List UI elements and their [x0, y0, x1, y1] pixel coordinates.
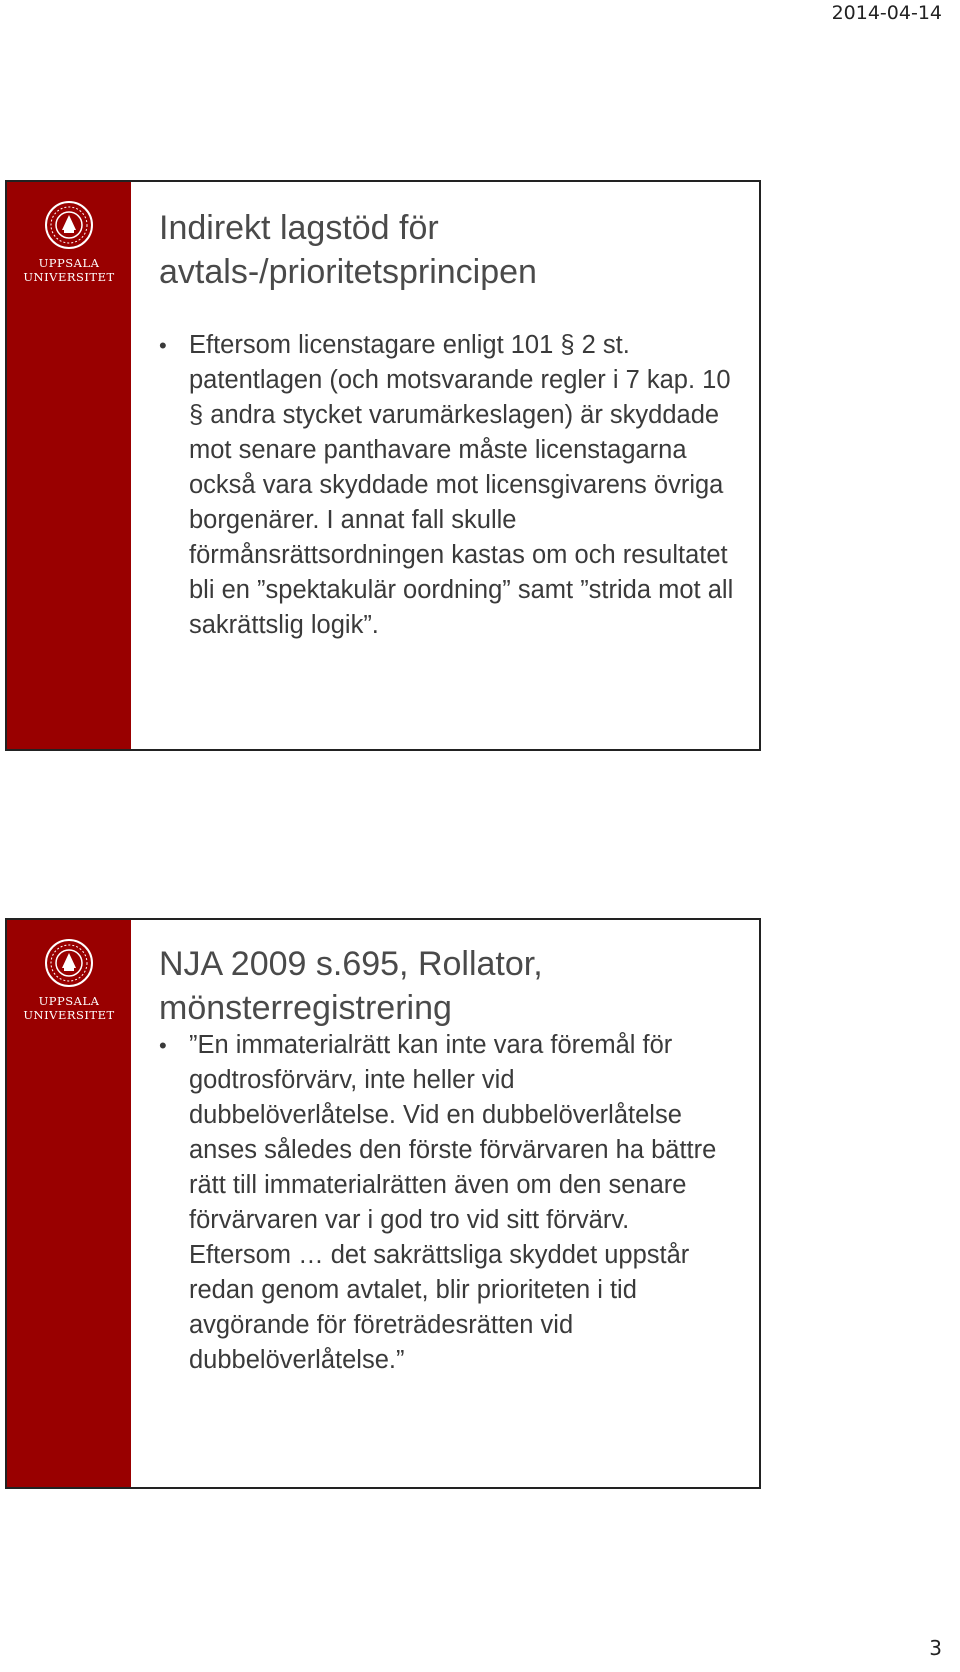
seal-icon	[44, 200, 94, 250]
logo-line-2: UNIVERSITET	[23, 270, 115, 284]
university-logo	[7, 200, 131, 284]
logo-line-1: UPPSALA	[38, 256, 100, 270]
bullet-item: • ”En immaterialrätt kan inte vara föremål för godtrosförvärv, inte heller vid dubbelöverlåtelse. Vid en dubbelöverlåtelse anses således den förste förvärvaren ha bättre rätt till immaterialrätten även om den senare förvärvaren var i god tro vid sitt förvärv. Eftersom … det sakrättsliga skyddet uppstår redan genom avtalet, blir prioriteten i tid avgörande för företrädesrätten vid dubbelöverlåtelse.”	[159, 1028, 719, 1378]
page-date: 2014-04-14	[831, 2, 942, 24]
university-logo	[7, 938, 131, 1022]
logo-line-2: UNIVERSITET	[23, 1008, 115, 1022]
slide-title: Indirekt lagstöd för avtals-/prioritetsprincipen	[159, 209, 537, 291]
page-number: 3	[929, 1636, 942, 1660]
seal-icon	[44, 938, 94, 988]
bullet-list	[159, 1028, 719, 1378]
slide-2	[5, 918, 761, 1489]
slide-sidebar	[7, 920, 131, 1487]
slide-title: NJA 2009 s.695, Rollator, mönsterregistrering	[159, 945, 543, 1027]
bullet-item: • Eftersom licenstagare enligt 101 § 2 st. patentlagen (och motsvarande regler i 7 kap. 10 § andra stycket varumärkeslagen) är skyddade mot senare panthavare måste licenstagarna också vara skyddade mot licensgivarens övriga borgenärer. I annat fall skulle förmånsrättsordningen kastas om och resultatet bli en ”spektakulär oordning” samt ”strida mot all sakrättslig logik”.	[159, 328, 741, 643]
slide-sidebar	[7, 182, 131, 749]
logo-line-1: UPPSALA	[38, 994, 100, 1008]
slide-1	[5, 180, 761, 751]
bullet-list	[159, 328, 741, 643]
